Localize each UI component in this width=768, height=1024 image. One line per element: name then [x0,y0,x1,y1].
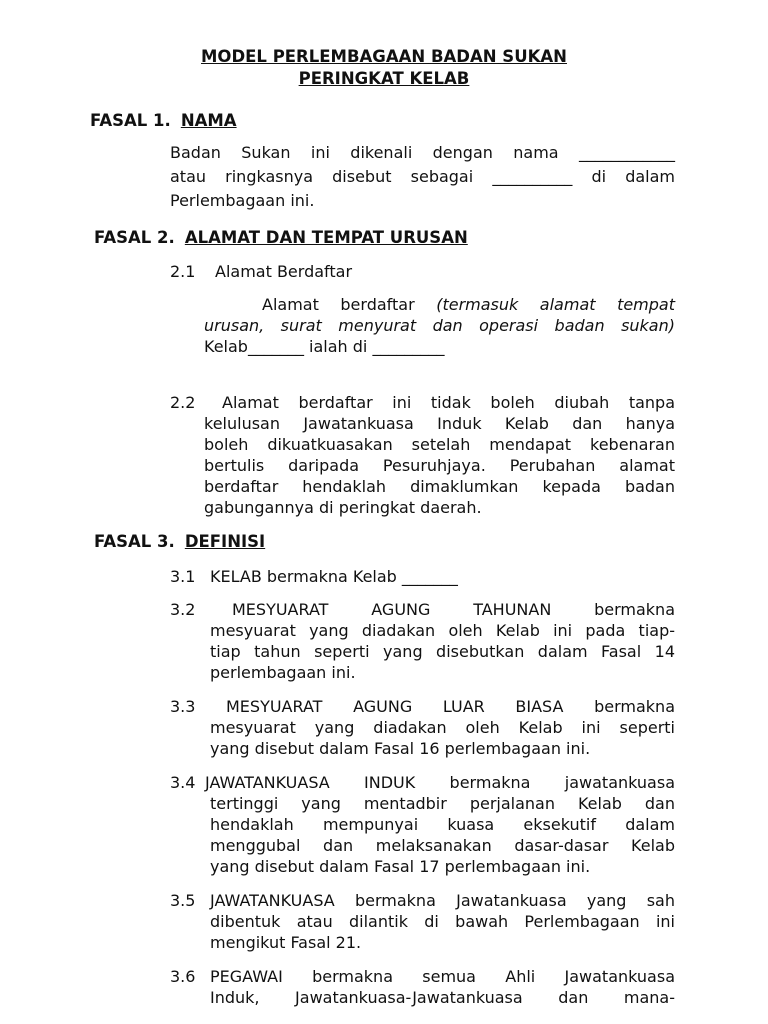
text-line: perlembagaan ini. [210,663,356,682]
text-line: kelulusan Jawatankuasa Induk Kelab dan hanya [204,414,675,433]
definition-number: 3.2 [170,600,196,619]
text-line: yang disebut dalam Fasal 16 perlembagaan ini. [210,739,591,758]
section-number: 2.2 [170,393,196,412]
text-line: JAWATANKUASA INDUK bermakna jawatankuasa [205,773,675,792]
definition-3-6 [210,966,675,1008]
definition-3-5 [210,890,675,953]
text-line: mesyuarat yang diadakan oleh Kelab ini pada tiap- [210,621,675,640]
text-line: PEGAWAI bermakna semua Ahli Jawatankuasa [210,967,675,986]
text-line: boleh dikuatkuasakan setelah mendapat kebenaran [204,435,675,454]
text-line: mesyuarat yang diadakan oleh Kelab ini seperti [210,718,675,737]
definition-number: 3.6 [170,967,196,986]
text-line: tertinggi yang mentadbir perjalanan Kelab dan [210,794,675,813]
text-line: yang disebut dalam Fasal 17 perlembagaan ini. [210,857,591,876]
text-line: hendaklah mempunyai kuasa eksekutif dalam [210,815,675,834]
text-run: Alamat berdaftar [262,295,437,314]
definition-number: 3.5 [170,891,196,910]
text-run-italic: (termasuk alamat tempat [436,295,675,314]
fasal-title: NAMA [180,111,237,130]
text-line: MESYUARAT AGUNG TAHUNAN bermakna [232,600,675,619]
definition-number: 3.1 [170,567,196,586]
fasal-3-heading [94,531,265,552]
definition-number: 3.3 [170,697,196,716]
fasal-2-heading [94,227,468,248]
text-line: KELAB bermakna Kelab _______ [210,567,458,586]
text-line: atau ringkasnya disebut sebagai __________ di dalam [170,167,675,186]
definition-number: 3.4 [170,773,196,792]
text-line [204,294,675,315]
text-line: Alamat berdaftar ini tidak boleh diubah tanpa [222,393,675,412]
fasal-number: FASAL 1. [90,111,171,130]
section-number: 2.1 [170,262,196,281]
text-line: dibentuk atau dilantik di bawah Perlembagaan ini [210,912,675,931]
fasal-title: ALAMAT DAN TEMPAT URUSAN [184,228,468,247]
text-line: Induk, Jawatankuasa-Jawatankuasa dan mana- [210,988,675,1007]
fasal-number: FASAL 3. [94,532,175,551]
definition-3-1 [210,566,675,587]
text-line: mengikut Fasal 21. [210,933,362,952]
definition-3-4 [205,772,675,877]
document-title: MODEL PERLEMBAGAAN BADAN SUKAN [201,47,567,66]
text-line: JAWATANKUASA bermakna Jawatankuasa yang sah [210,891,675,910]
document-subtitle: PERINGKAT KELAB [298,69,470,88]
fasal-1-body [170,142,675,211]
text-line: menggubal dan melaksanakan dasar-dasar Kelab [210,836,675,855]
fasal-number: FASAL 2. [94,228,175,247]
definition-3-2 [210,599,675,683]
text-line: tiap tahun seperti yang disebutkan dalam Fasal 14 [210,642,675,661]
section-2-1-body [204,294,675,357]
text-line: bertulis daripada Pesuruhjaya. Perubahan alamat [204,456,675,475]
text-line: Perlembagaan ini. [170,191,315,210]
text-line: Badan Sukan ini dikenali dengan nama ____________ [170,143,675,162]
text-line-italic: urusan, surat menyurat dan operasi badan sukan) [204,316,675,335]
definition-3-3 [210,696,675,759]
section-title: Alamat Berdaftar [215,262,353,281]
section-2-2-body [204,392,675,518]
text-line: berdaftar hendaklah dimaklumkan kepada badan [204,477,675,496]
text-line: MESYUARAT AGUNG LUAR BIASA bermakna [226,697,675,716]
fasal-1-heading [90,110,237,131]
fasal-title: DEFINISI [184,532,266,551]
text-line: Kelab_______ ialah di _________ [204,337,445,356]
text-line: gabungannya di peringkat daerah. [204,498,482,517]
